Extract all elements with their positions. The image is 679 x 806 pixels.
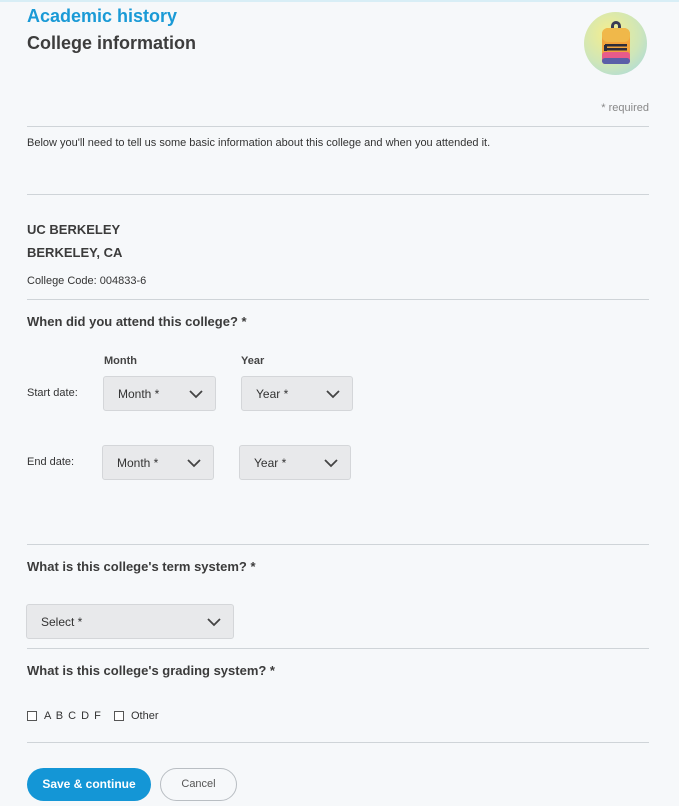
start-year-value: Year * <box>256 387 289 401</box>
chevron-down-icon <box>326 390 340 399</box>
chevron-down-icon <box>187 459 201 468</box>
end-year-select[interactable] <box>239 445 351 480</box>
attendance-question: When did you attend this college? * <box>27 314 247 329</box>
chevron-down-icon <box>189 390 203 399</box>
save-continue-button[interactable]: Save & continue <box>27 768 151 801</box>
other-label: Other <box>131 710 159 722</box>
abcdf-checkbox[interactable] <box>27 711 37 721</box>
year-column-label: Year <box>241 355 265 367</box>
required-note: * required <box>601 102 649 114</box>
cancel-button[interactable]: Cancel <box>160 768 237 801</box>
month-column-label: Month <box>104 355 137 367</box>
college-name: UC BERKELEY <box>27 222 121 237</box>
grading-option-other[interactable] <box>114 710 159 722</box>
divider <box>27 126 649 127</box>
divider <box>27 194 649 195</box>
grading-option-abcdf[interactable] <box>27 710 102 722</box>
divider <box>27 544 649 545</box>
term-system-question: What is this college's term system? * <box>27 559 256 574</box>
start-month-select[interactable] <box>103 376 216 411</box>
grading-system-question: What is this college's grading system? * <box>27 663 275 678</box>
end-date-label: End date: <box>27 456 75 468</box>
college-code: College Code: 004833-6 <box>27 275 147 287</box>
term-system-value: Select * <box>41 615 83 629</box>
intro-text: Below you'll need to tell us some basic information about this college and when you attended it. <box>27 137 491 149</box>
term-system-select[interactable] <box>26 604 234 639</box>
start-month-value: Month * <box>118 387 160 401</box>
divider <box>27 742 649 743</box>
page-title: College information <box>27 33 197 53</box>
backpack-icon <box>584 12 647 75</box>
start-year-select[interactable] <box>241 376 353 411</box>
chevron-down-icon <box>324 459 338 468</box>
college-location: BERKELEY, CA <box>27 245 123 260</box>
divider <box>27 648 649 649</box>
chevron-down-icon <box>207 618 221 627</box>
end-month-select[interactable] <box>102 445 214 480</box>
divider <box>27 299 649 300</box>
end-month-value: Month * <box>117 456 159 470</box>
backpack-badge <box>584 12 647 75</box>
end-year-value: Year * <box>254 456 287 470</box>
start-date-label: Start date: <box>27 387 78 399</box>
abcdf-label: A B C D F <box>44 710 102 722</box>
other-checkbox[interactable] <box>114 711 124 721</box>
section-title: Academic history <box>27 6 178 26</box>
top-border <box>0 0 679 2</box>
